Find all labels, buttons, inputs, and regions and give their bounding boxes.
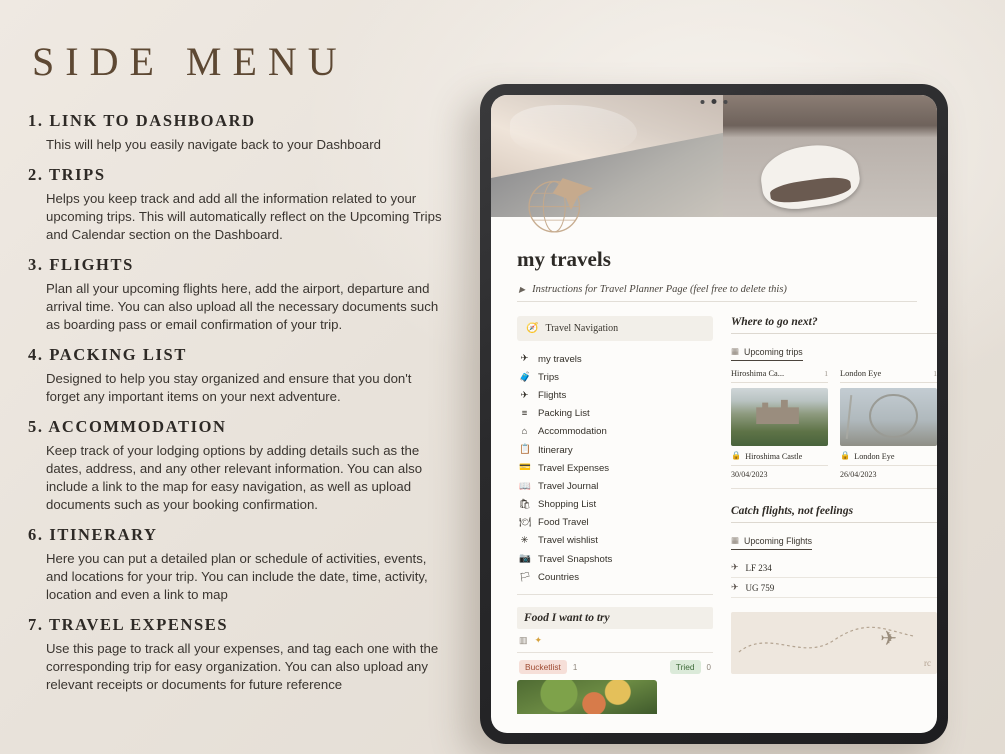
item-body-1: This will help you easily navigate back to your Dashboard <box>46 137 381 152</box>
flight-row[interactable] <box>731 558 937 578</box>
divider <box>731 488 937 489</box>
item-heading-3 <box>28 255 460 275</box>
lock-icon: 🔒 <box>731 451 742 460</box>
trip-name: Hiroshima Ca... <box>731 369 785 378</box>
navigation-column <box>517 316 713 714</box>
item-number-5: 5. <box>28 417 44 436</box>
sidebar-item-my-travels[interactable] <box>517 350 713 368</box>
sidebar-item-label: my travels <box>538 353 582 365</box>
item-heading-1 <box>28 111 460 131</box>
table-icon: ▦ <box>731 346 740 356</box>
list-item <box>28 255 460 334</box>
london-eye-photo <box>840 388 937 446</box>
sidebar-item-travel-expenses[interactable] <box>517 459 713 477</box>
divider <box>517 594 713 595</box>
camera-icon <box>712 99 717 104</box>
item-number-4: 4. <box>28 345 44 364</box>
sidebar-item-label: Shopping List <box>538 499 597 511</box>
sensor-dot-icon <box>724 100 728 104</box>
list-item <box>28 165 460 244</box>
sidebar-item-label: Accommodation <box>538 426 607 438</box>
salad-photo <box>517 680 657 714</box>
navigation-list <box>517 350 713 586</box>
trip-card[interactable] <box>731 369 828 479</box>
status-badge-bucketlist[interactable]: Bucketlist <box>519 660 567 674</box>
item-label-4: PACKING LIST <box>49 345 187 364</box>
cover-images <box>491 95 937 217</box>
sidebar-item-label: Trips <box>538 371 559 383</box>
plane-icon: ✈ <box>880 628 897 650</box>
trip-date: 30/04/2023 <box>731 470 768 479</box>
gallery-icon[interactable]: ▥ <box>519 635 528 646</box>
sidebar-item-travel-wishlist[interactable] <box>517 532 713 550</box>
sidebar-item-flights[interactable] <box>517 386 713 404</box>
star-icon[interactable]: ✦ <box>534 635 543 646</box>
item-label-2: TRIPS <box>49 165 106 184</box>
travel-navigation-label: Travel Navigation <box>545 323 619 334</box>
item-heading-4 <box>28 345 460 365</box>
plane-icon: ✈ <box>731 582 739 592</box>
item-body-2: Helps you keep track and add all the information related to your upcoming trips. This will automatically reflect on the Upcoming Trips and Calendar section on the Dashboard. <box>46 191 442 242</box>
trips-column <box>731 316 937 714</box>
trip-count: 1 <box>933 369 937 378</box>
compass-icon: 🧭 <box>526 323 539 334</box>
instructions-label: Instructions for Travel Planner Page (feel free to delete this) <box>532 284 787 295</box>
trip-caption-row <box>840 446 937 466</box>
trip-name: London Eye <box>840 369 882 378</box>
list-item <box>28 615 460 694</box>
sparkle-icon: ✳ <box>520 535 529 547</box>
signature: rc <box>924 658 931 668</box>
tab-label: Upcoming Flights <box>744 535 812 546</box>
food-toolbar <box>517 629 713 653</box>
sidebar-item-label: Food Travel <box>538 517 589 529</box>
flight-code: UG 759 <box>745 582 775 593</box>
item-body-3: Plan all your upcoming flights here, add the airport, departure and arrival time. You can also upload all the necessary documents such as boarding pass or email confirmation of your trip. <box>46 281 439 332</box>
chevron-right-icon[interactable]: ▶ <box>519 285 526 294</box>
trip-name-row <box>731 369 828 383</box>
plane-icon: ✈ <box>520 353 529 365</box>
item-number-1: 1. <box>28 111 44 130</box>
item-body-4: Designed to help you stay organized and ensure that you don't forget any important items on your next adventure. <box>46 371 412 404</box>
tablet-screen <box>491 95 937 733</box>
trip-gallery <box>731 369 937 479</box>
book-icon: 📖 <box>519 480 531 492</box>
item-number-6: 6. <box>28 525 44 544</box>
item-number-3: 3. <box>28 255 44 274</box>
castle-photo <box>731 388 828 446</box>
clipboard-icon: 📋 <box>519 444 531 456</box>
item-label-7: TRAVEL EXPENSES <box>49 615 229 634</box>
sidebar-item-label: Countries <box>538 571 580 583</box>
sidebar-item-countries[interactable] <box>517 568 713 586</box>
sidebar-item-packing-list[interactable] <box>517 405 713 423</box>
food-section-heading: Food I want to try <box>517 607 713 629</box>
item-number-7: 7. <box>28 615 44 634</box>
item-heading-5 <box>28 417 460 437</box>
item-body-6: Here you can put a detailed plan or schedule of activities, events, and locations for your trip. You can include the date, time, activity, location and even a link to map <box>46 551 428 602</box>
plane-icon: ✈ <box>731 562 739 572</box>
list-item <box>28 525 460 604</box>
page-title: SIDE MENU <box>32 39 348 84</box>
trip-caption: London Eye <box>854 451 895 461</box>
sneakers-photo <box>723 95 937 217</box>
tab-upcoming-flights[interactable] <box>731 535 812 550</box>
item-body-5: Keep track of your lodging options by adding details such as the dates, address, and any other relevant information. You can also include a link to the map for easy navigation, as well as upload documents such as your booking confirmation. <box>46 443 423 512</box>
lock-icon: 🔒 <box>840 451 851 460</box>
sidebar-item-label: Itinerary <box>538 444 573 456</box>
item-body-7: Use this page to track all your expenses, and tag each one with the corresponding trip for easy organization. You can also upload any relevant receipts or documents for future reference <box>46 641 439 692</box>
trip-date: 26/04/2023 <box>840 470 877 479</box>
list-item <box>28 345 460 406</box>
shopping-bag-icon: 🛍 <box>519 498 532 510</box>
item-heading-7 <box>28 615 460 635</box>
tried-count: 0 <box>706 662 711 672</box>
sidebar-item-label: Flights <box>538 389 567 401</box>
camera-icon: 📷 <box>519 553 531 565</box>
suitcase-icon: 🧳 <box>519 371 531 383</box>
sidebar-item-itinerary[interactable] <box>517 441 713 459</box>
camera-row <box>701 99 728 104</box>
sidebar-item-label: Packing List <box>538 408 590 420</box>
house-icon: ⌂ <box>521 426 528 438</box>
sidebar-item-travel-snapshots[interactable] <box>517 550 713 568</box>
item-number-2: 2. <box>28 165 44 184</box>
list-item <box>28 417 460 514</box>
side-menu-explainer <box>28 38 460 738</box>
item-label-1: LINK TO DASHBOARD <box>49 111 256 130</box>
list-item <box>28 111 460 154</box>
card-icon: 💳 <box>519 462 531 474</box>
sidebar-item-trips[interactable] <box>517 368 713 386</box>
sidebar-item-label: Travel Snapshots <box>538 553 613 565</box>
plane-icon: ✈ <box>520 389 529 401</box>
trip-caption: Hiroshima Castle <box>745 451 803 461</box>
flights-heading: Catch flights, not feelings <box>731 505 937 523</box>
tab-label: Upcoming trips <box>744 346 803 357</box>
flight-code: LF 234 <box>745 562 772 573</box>
flag-icon: 🏳 <box>519 571 532 583</box>
checklist-icon: ≡ <box>521 407 528 419</box>
tablet-mockup <box>480 84 948 744</box>
sidebar-item-travel-journal[interactable] <box>517 477 713 495</box>
where-to-go-heading: Where to go next? <box>731 316 937 334</box>
status-badge-tried[interactable]: Tried <box>670 660 701 674</box>
trip-caption-row <box>731 446 828 466</box>
sidebar-item-food-travel[interactable] <box>517 514 713 532</box>
trip-count: 1 <box>824 369 828 378</box>
sidebar-item-label: Travel Journal <box>538 480 599 492</box>
sensor-dot-icon <box>701 100 705 104</box>
item-heading-6 <box>28 525 460 545</box>
instructions-toggle[interactable] <box>517 284 917 302</box>
cutlery-icon: 🍽 <box>519 517 532 529</box>
tab-upcoming-trips[interactable] <box>731 346 803 361</box>
two-column-layout <box>517 316 937 714</box>
sidebar-item-label: Travel wishlist <box>538 535 598 547</box>
item-label-5: ACCOMMODATION <box>48 417 227 436</box>
trip-card[interactable] <box>840 369 937 479</box>
dashed-route-banner <box>731 612 937 674</box>
sidebar-item-shopping-list[interactable] <box>517 496 713 514</box>
food-status-chips <box>517 653 713 680</box>
sidebar-item-accommodation[interactable] <box>517 423 713 441</box>
flight-row[interactable] <box>731 578 937 598</box>
travel-navigation-card[interactable] <box>517 316 713 341</box>
item-label-3: FLIGHTS <box>49 255 134 274</box>
item-heading-2 <box>28 165 460 185</box>
table-icon: ▦ <box>731 535 740 545</box>
notion-page-body <box>491 217 937 714</box>
sidebar-item-label: Travel Expenses <box>538 462 610 474</box>
notion-page-title: my travels <box>517 247 611 271</box>
bucketlist-count: 1 <box>572 662 578 672</box>
item-label-6: ITINERARY <box>49 525 158 544</box>
trip-name-row <box>840 369 937 383</box>
globe-plane-icon <box>519 163 603 247</box>
